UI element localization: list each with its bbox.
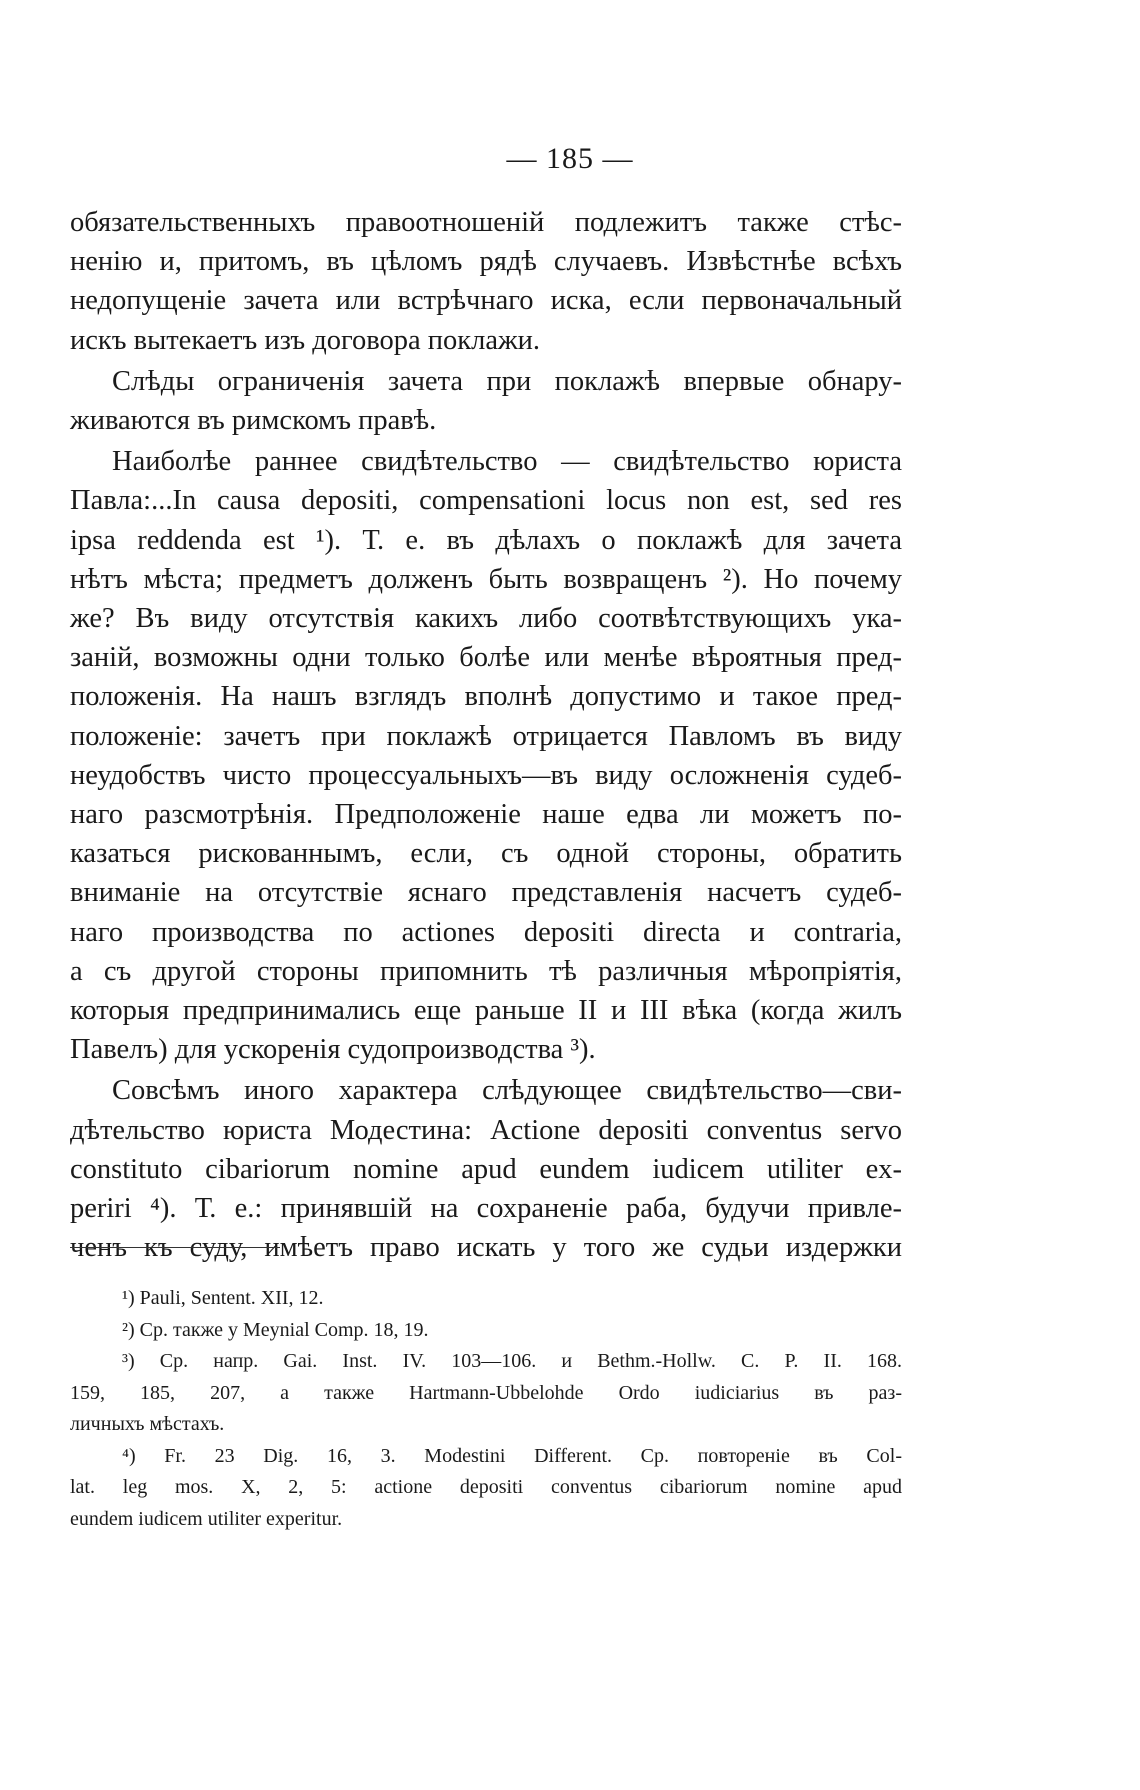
text-line: ненiю и, притомъ, въ цѣломъ рядѣ случаевъ. Извѣстнѣе всѣхъ [70,246,902,278]
text-line: положенiя. На нашъ взглядъ вполнѣ допустимо и такое пред- [70,681,902,713]
text-line: вниманiе на отсутствiе яснаго представленiя насчетъ судеб- [70,877,902,909]
text-line: наго производства по actiones depositi directa и contraria, [70,916,902,948]
footnote-divider [70,1247,280,1248]
text-line: обязательственныхъ правоотношенiй подлежитъ также стѣс- [70,207,902,238]
footnote-line: личныхъ мѣстахъ. [70,1413,225,1435]
paragraph [70,203,902,360]
text-line: Наиболѣе раннее свидѣтельство — свидѣтельство юриста [112,446,902,478]
main-text [70,203,902,1267]
text-line: Слѣды ограниченiя зачета при поклажѣ впервые обнару- [112,365,902,397]
paragraph [70,442,902,1069]
footnote-line: ¹) Pauli, Sentent. XII, 12. [122,1287,324,1309]
text-line: Совсѣмъ иного характера слѣдующее свидѣтельство—сви- [112,1075,902,1107]
text-line: занiй, возможны одни только болѣе или менѣе вѣроятныя пред- [70,642,902,674]
text-line: periri ⁴). Т. е.: принявшiй на сохраненiе раба, будучи привле- [70,1193,902,1225]
text-line: же? Въ виду отсутствiя какихъ либо соотвѣтствующихъ ука- [70,603,902,635]
footnote-line: lat. leg mos. X, 2, 5: actione depositi conventus cibariorum nomine apud [70,1476,902,1498]
text-line: дѣтельство юриста Модестина: Actione depositi conventus servo [70,1114,902,1146]
footnote-line: ²) Ср. также у Meynial Comp. 18, 19. [122,1318,429,1341]
text-line: живаются въ римскомъ правѣ. [70,405,437,437]
text-line: неудобствъ чисто процессуальныхъ—въ виду осложненiя судеб- [70,759,902,791]
text-line: Павла:...In causa depositi, compensationi locus non est, sed res [70,485,902,517]
footnotes [70,1283,902,1535]
text-line: нѣтъ мѣста; предметъ долженъ быть возвращенъ ²). Но почему [70,563,902,595]
paragraph [70,1071,902,1267]
text-line: которыя предпринимались еще раньше II и III вѣка (когда жилъ [70,995,902,1027]
text-line: а съ другой стороны припомнить тѣ различныя мѣропрiятiя, [70,955,902,987]
text-line: Павелъ) для ускоренiя судопроизводства ³). [70,1034,596,1066]
text-line: ipsa reddenda est ¹). Т. е. въ дѣлахъ о поклажѣ для зачета [70,524,902,556]
text-line: искъ вытекаетъ изъ договора поклажи. [70,324,541,356]
footnote-line: ³) Ср. напр. Gai. Inst. IV. 103—106. и Bethm.-Hollw. C. P. II. 168. [122,1350,902,1372]
text-line: положенiе: зачетъ при поклажѣ отрицается Павломъ въ виду [70,720,902,752]
footnote-line: 159, 185, 207, а также Hartmann-Ubbelohde Ordo iudiciarius въ раз- [70,1381,902,1404]
text-line: наго разсмотрѣнiя. Предположенiе наше едва ли можетъ по- [70,799,902,831]
text-line: недопущенiе зачета или встрѣчнаго иска, если первоначальный [70,285,902,317]
text-line: ченъ къ суду, имѣетъ право искать у того же судьи издержки [70,1232,902,1264]
footnote-line: ⁴) Fr. 23 Dig. 16, 3. Modestini Different. Ср. повторенiе въ Col- [122,1444,902,1467]
paragraph [70,362,902,440]
text-line: constituto cibariorum nomine apud eundem iudicem utiliter ex- [70,1153,902,1185]
text-line: казаться рискованнымъ, если, съ одной стороны, обратить [70,838,902,870]
footnote-line: eundem iudicem utiliter experitur. [70,1507,343,1530]
page-number: — 185 — [506,142,634,175]
